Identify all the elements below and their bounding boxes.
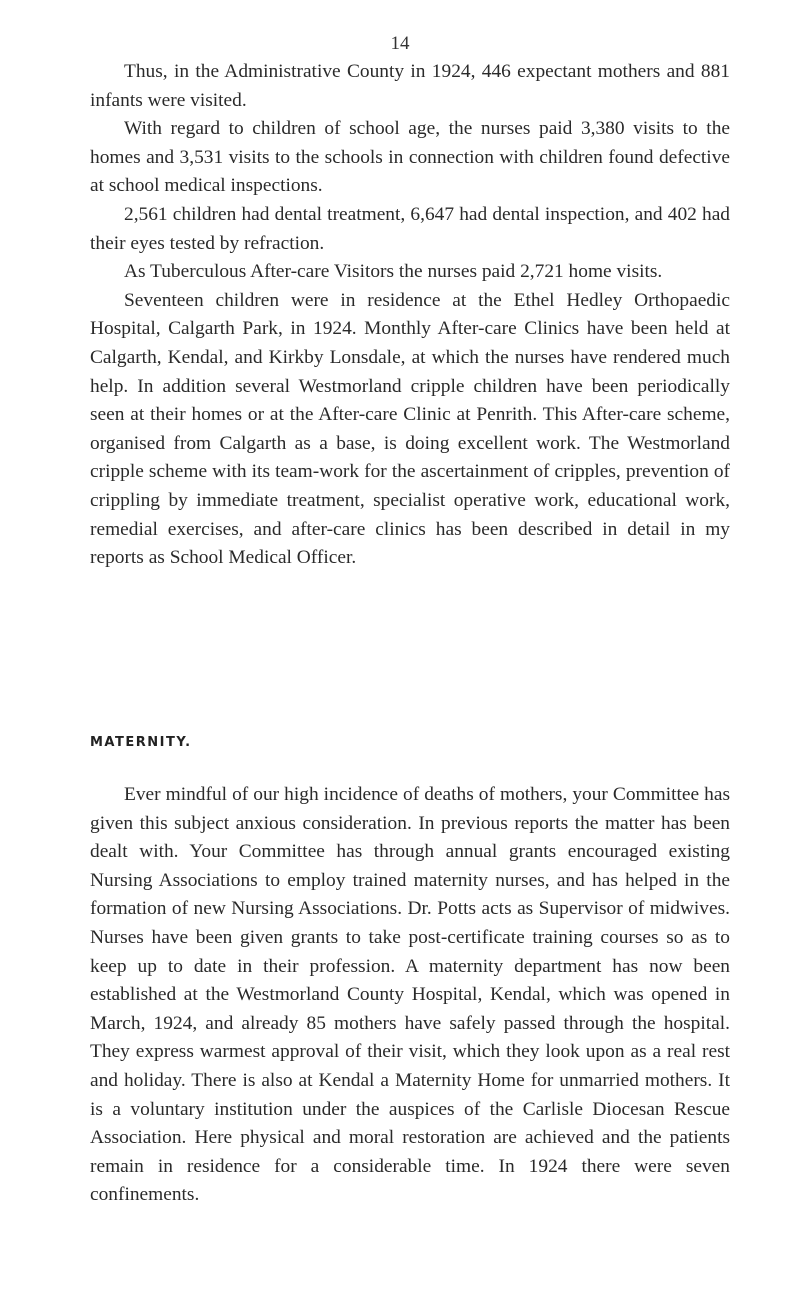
body-text-top: [90, 58, 730, 573]
paragraph-orthopaedic: Seventeen children were in residence at the Ethel Hedley Orthopaedic Hospital, Calgarth Park, in 1924. Monthly After-care Clinics have been held at Calgarth, Kendal, and Kirkby Lonsdale, at which the nurses have rendered much help. In addition several Westmorland cripple children have been periodically seen at their homes or at the After-care Clinic at Penrith. This After-care scheme, organised from Calgarth as a base, is doing excellent work. The Westmorland cripple scheme with its team-work for the ascertainment of cripples, prevention of crippling by immediate treatment, specialist operative work, educational work, remedial exercises, and after-care clinics has been described in detail in my reports as School Medical Officer.: [90, 289, 730, 569]
section-heading-maternity: MATERNITY.: [90, 735, 192, 750]
paragraph-visits-summary: Thus, in the Administrative County in 1924, 446 expectant mothers and 881 infants were visited.: [90, 61, 730, 111]
paragraph-school-visits: With regard to children of school age, the nurses paid 3,380 visits to the homes and 3,531 visits to the schools in connection with children found defective at school medical inspections.: [90, 118, 730, 197]
paragraph-dental-treatment: 2,561 children had dental treatment, 6,647 had dental inspection, and 402 had their eyes tested by refraction.: [90, 203, 730, 254]
paragraph-maternity: Ever mindful of our high incidence of deaths of mothers, your Committee has given this subject anxious consideration. In previous reports the matter has been dealt with. Your Committee has through annual grants encouraged existing Nursing Associations to employ trained maternity nurses, and has helped in the formation of new Nursing Associations. Dr. Potts acts as Supervisor of midwives. Nurses have been given grants to take post-certificate training courses so as to keep up to date in their profession. A maternity department has now been established at the Westmorland County Hospital, Kendal, which was opened in March, 1924, and already 85 mothers have safely passed through the hospital. They express warmest approval of their visit, which they look upon as a real rest and holiday. There is also at Kendal a Maternity Home for unmarried mothers. It is a voluntary institution under the auspices of the Carlisle Diocesan Rescue Association. Here physical and moral restoration are achieved and the patients remain in residence for a considerable time. In 1924 there were seven confinements.: [90, 784, 730, 1206]
paragraph-tuberculous-visits: As Tuberculous After-care Visitors the nurses paid 2,721 home visits.: [124, 261, 663, 283]
page-number: 14: [390, 33, 410, 54]
body-text-maternity: [90, 781, 730, 1210]
